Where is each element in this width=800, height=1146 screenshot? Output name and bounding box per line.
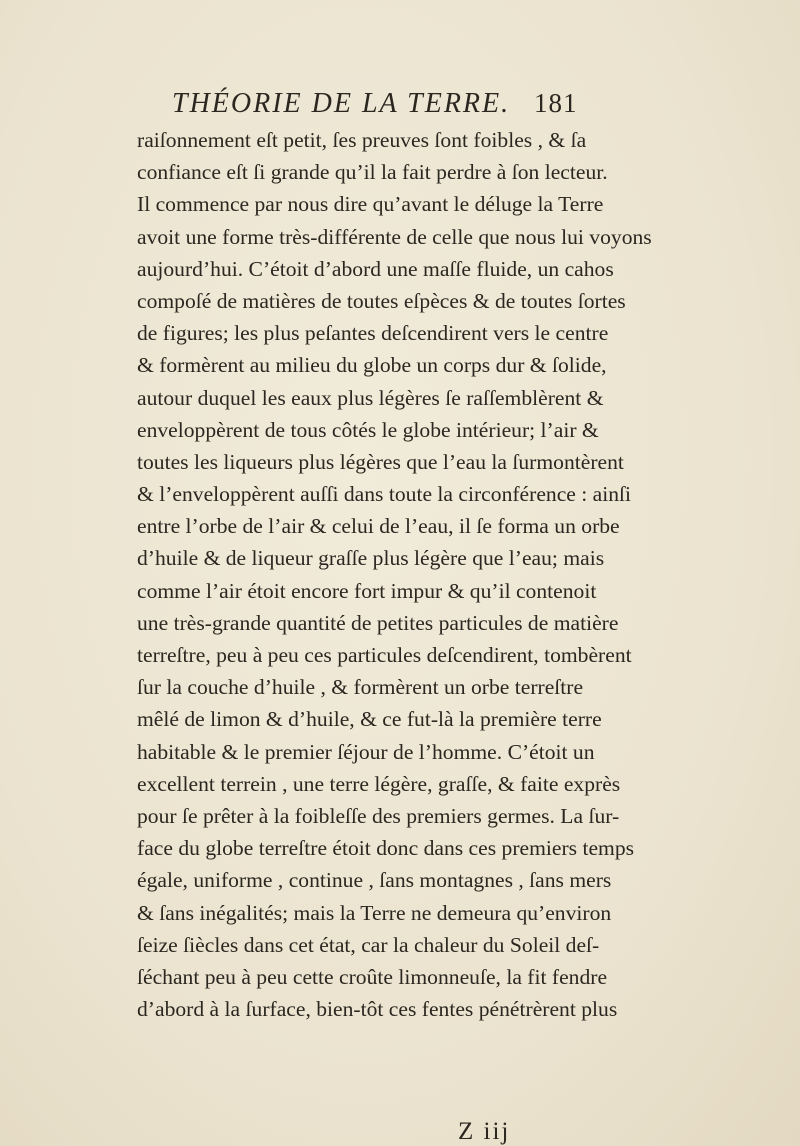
text-line: une très-grande quantité de petites particules de matière — [137, 610, 619, 635]
text-line: entre l’orbe de l’air & celui de l’eau, il ſe forma un orbe — [137, 514, 620, 539]
text-line: aujourd’hui. C’étoit d’abord une maſſe fluide, un cahos — [137, 256, 614, 281]
text-line: compoſé de matières de toutes eſpèces & de toutes ſortes — [137, 288, 626, 313]
text-line: Il commence par nous dire qu’avant le déluge la Terre — [137, 192, 604, 217]
text-line: raiſonnement eſt petit, ſes preuves ſont foibles , & ſa — [137, 128, 587, 152]
text-line: ſur la couche d’huile , & formèrent un orbe terreſtre — [137, 675, 584, 700]
text-line: & formèrent au milieu du globe un corps dur & ſolide, — [137, 353, 607, 378]
text-line: toutes les liqueurs plus légères que l’eau la ſurmontèrent — [137, 449, 624, 474]
text-line: autour duquel les eaux plus légères ſe raſſemblèrent & — [137, 385, 604, 410]
signature-mark: Z iij — [458, 1118, 511, 1145]
body-text — [137, 124, 792, 1025]
text-line: de figures; les plus peſantes deſcendirent vers le centre — [137, 321, 609, 346]
page-number: 181 — [534, 88, 578, 118]
running-head — [172, 88, 772, 124]
text-line: pour ſe prêter à la foibleſſe des premiers germes. La ſur- — [137, 803, 620, 828]
text-line: avoit une forme très-différente de celle que nous lui voyons — [137, 224, 652, 249]
text-line: égale, uniforme , continue , ſans montagnes , ſans mers — [137, 868, 612, 893]
text-line: ſéchant peu à peu cette croûte limonneuſe, la fit fendre — [137, 964, 608, 989]
text-line: terreſtre, peu à peu ces particules deſcendirent, tombèrent — [137, 643, 632, 667]
text-line: comme l’air étoit encore fort impur & qu’il contenoit — [137, 578, 597, 603]
text-line: habitable & le premier ſéjour de l’homme. C’étoit un — [137, 739, 595, 764]
text-line: ſeize ſiècles dans cet état, car la chaleur du Soleil deſ- — [137, 932, 600, 957]
text-line: face du globe terreſtre étoit donc dans ces premiers temps — [137, 836, 635, 861]
text-line: enveloppèrent de tous côtés le globe intérieur; l’air & — [137, 417, 599, 442]
text-line: d’huile & de liqueur graſſe plus légère que l’eau; mais — [137, 546, 605, 571]
text-line: confiance eſt ſi grande qu’il la fait perdre à ſon lecteur. — [137, 160, 608, 185]
text-line: mêlé de limon & d’huile, & ce fut-là la première terre — [137, 707, 602, 732]
text-line: d’abord à la ſurface, bien-tôt ces fentes pénétrèrent plus — [137, 997, 618, 1022]
text-line: & l’enveloppèrent auſſi dans toute la circonférence : ainſi — [137, 482, 632, 507]
text-line: excellent terrein , une terre légère, graſſe, & faite exprès — [137, 771, 621, 796]
text-line: & ſans inégalités; mais la Terre ne demeura qu’environ — [137, 900, 612, 925]
running-title: THÉORIE DE LA TERRE. — [172, 88, 511, 119]
